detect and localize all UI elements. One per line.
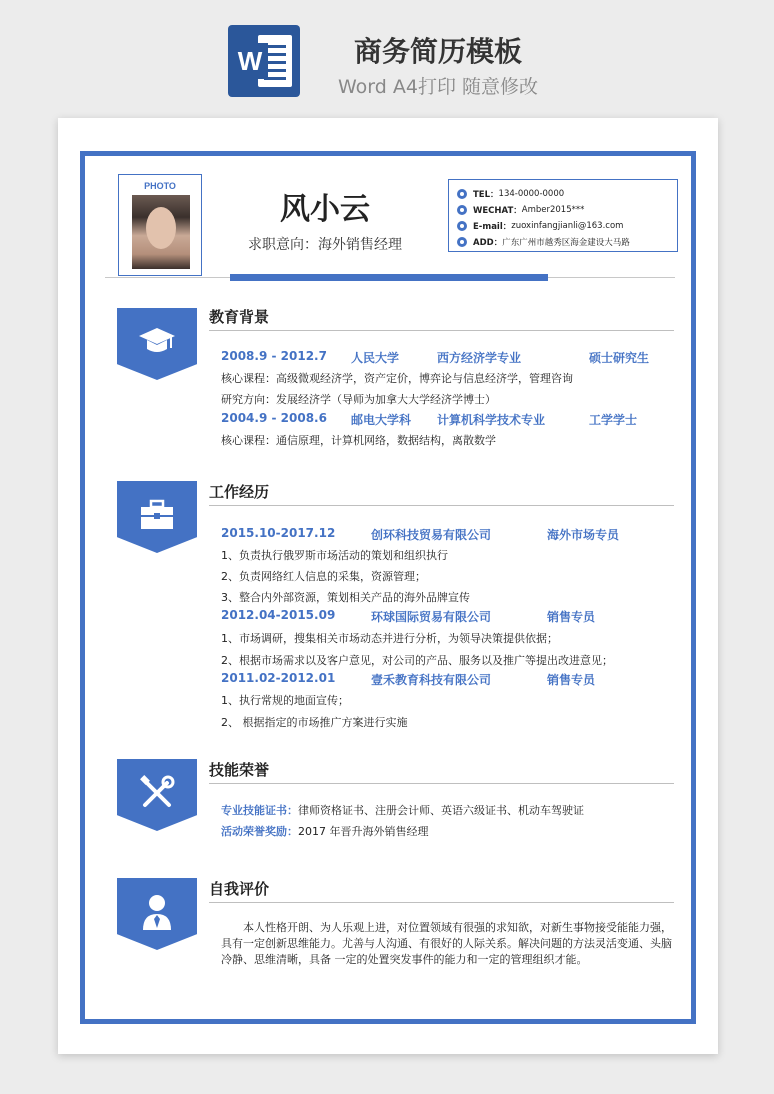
work-entry: 2012.04-2015.09 环球国际贸易有限公司 销售专员 [221, 608, 596, 624]
banner-title: 商务简历模板 [353, 35, 522, 68]
skill-certificates: 专业技能证书：律师资格证书、注册会计师、英语六级证书、机动车驾驶证 [221, 804, 584, 817]
contact-row: E-mail： zuoxinfangjianli@163.com [457, 218, 677, 234]
location-icon [457, 237, 467, 247]
work-badge [117, 481, 197, 553]
education-detail: 核心课程：高级微观经济学，资产定价，博弈论与信息经济学，管理咨询 [221, 372, 573, 385]
education-entry: 2004.9 - 2008.6 邮电大学科 计算机科学技术专业 工学学士 [221, 411, 638, 427]
education-badge [117, 308, 197, 380]
work-detail: 1、负责执行俄罗斯市场活动的策划和组织执行 [221, 549, 448, 562]
work-detail: 2、负责网络红人信息的采集，资源管理； [221, 570, 426, 583]
skills-badge [117, 759, 197, 831]
resume-frame [80, 151, 696, 1024]
skill-honors: 活动荣誉奖励：2017 年晋升海外销售经理 [221, 825, 429, 838]
work-detail: 2、根据市场需求以及客户意见，对公司的产品、服务以及推广等提出改进意见； [221, 654, 613, 667]
work-entry: 2011.02-2012.01 壹禾教育科技有限公司 销售专员 [221, 671, 596, 687]
tools-icon [137, 773, 177, 813]
education-entry: 2008.9 - 2012.7 人民大学 西方经济学专业 硕士研究生 [221, 349, 650, 365]
contact-row: WECHAT： Amber2015*** [457, 202, 677, 218]
section-title: 教育背景 [209, 308, 270, 326]
person-icon [137, 892, 177, 932]
self-eval-text: 本人性格开朗、为人乐观上进，对位置领域有很强的求知欲，对新生事物接受能能力强，具有一定创新思维能力。尤善与人沟通、有很好的人际关系。解决问题的方法灵活变通、头脑冷静、思维清晰，具备 一定的处置突发事件的能力和一定的管理组织才能。 [221, 921, 672, 966]
profile-photo [132, 195, 190, 269]
email-icon [457, 221, 467, 231]
work-detail: 2、 根据指定的市场推广方案进行实施 [221, 716, 408, 729]
work-entry: 2015.10-2017.12 创环科技贸易有限公司 海外市场专员 [221, 526, 620, 542]
banner-subtitle: Word A4打印 随意修改 [337, 76, 538, 98]
wechat-icon [457, 205, 467, 215]
briefcase-icon [137, 495, 177, 535]
graduation-cap-icon [137, 322, 177, 362]
section-divider [209, 783, 674, 784]
phone-icon [457, 189, 467, 199]
work-detail: 3、整合内外部资源，策划相关产品的海外品牌宣传 [221, 591, 470, 604]
divider-accent [230, 274, 548, 281]
section-divider [209, 505, 674, 506]
job-objective: 求职意向：海外销售经理 [248, 237, 402, 253]
contact-row: ADD： 广东广州市越秀区海金建设大马路 [457, 234, 677, 250]
word-icon: W [228, 25, 300, 97]
contact-box [448, 179, 678, 252]
education-detail: 核心课程：通信原理，计算机网络，数据结构，离散数学 [221, 434, 496, 447]
photo-label: PHOTO [144, 181, 176, 191]
section-title: 技能荣誉 [209, 761, 270, 779]
contact-row: TEL： 134-0000-0000 [457, 186, 677, 202]
resume-page [58, 118, 718, 1054]
banner [0, 0, 774, 110]
photo-box [118, 174, 202, 276]
section-title: 自我评价 [209, 880, 270, 898]
section-divider [209, 330, 674, 331]
section-title: 工作经历 [209, 483, 270, 501]
candidate-name: 风小云 [280, 192, 370, 227]
self-eval-badge [117, 878, 197, 950]
work-detail: 1、执行常规的地面宣传； [221, 694, 349, 707]
section-divider [209, 902, 674, 903]
education-detail: 研究方向：发展经济学（导师为加拿大大学经济学博士） [221, 393, 496, 406]
work-detail: 1、市场调研，搜集相关市场动态并进行分析，为领导决策提供依据； [221, 632, 558, 645]
